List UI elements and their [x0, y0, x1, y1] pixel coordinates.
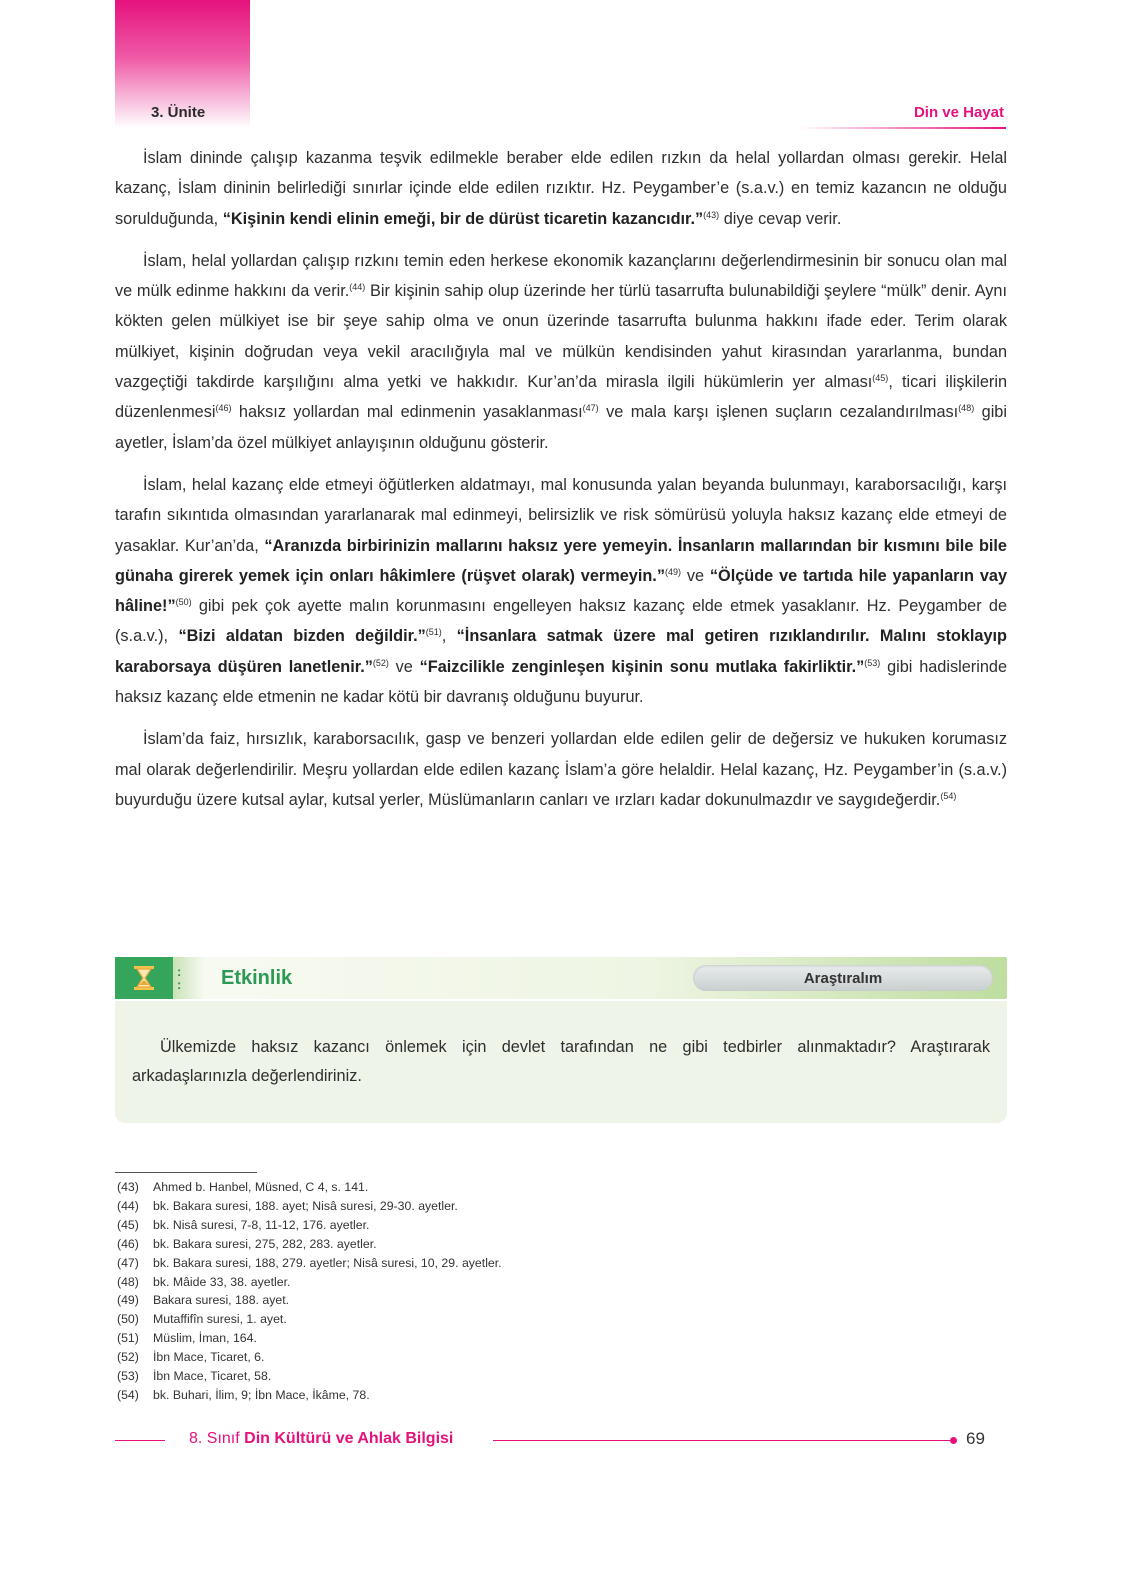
footnote [117, 1348, 817, 1367]
body-text: ve [680, 566, 710, 585]
paragraph [115, 724, 1007, 815]
quote-text: “İnsanlara satmak üzere mal getiren rızıklandırılır. Malını stoklayıp karaborsaya düşüren lanetlenir.” [115, 627, 1007, 676]
footer-rule-left [115, 1440, 165, 1441]
footnote [117, 1216, 817, 1235]
body-text: Bir kişinin sahip olup üzerinde her türlü tasarrufta bulunabildiği şeylere “mülk” denir. Aynı kökten gelen mülkiyet ise bir şeye sahip olma ve onun üzerinde tasarrufta bulunma hakkını ifade eder. Terim olarak mülkiyet, kişinin doğrudan veya vekil aracılığıyla mal ve mülkün kendisinden yahut kirasından yararlanma, bundan vazgeçtiği takdirde karşılığını alma yetki ve hakkıdır. Kur’an’da mirasla ilgili hükümlerin yer alması [115, 282, 1007, 392]
quote-text: “Bizi aldatan bizden değildir.” [178, 627, 426, 646]
footnote-number: (43) [117, 1180, 139, 1194]
body-text: İslam, helal yollardan çalışıp rızkını temin eden herkese ekonomik kazançlarını değerlendirmesinin bir sonucu olan mal ve mülk edinme hakkını da verir. [115, 251, 1007, 301]
footer-book-title [189, 1430, 453, 1448]
footnote-ref: (52) [372, 657, 389, 668]
footnote [117, 1197, 817, 1216]
footnote-ref: (48) [958, 403, 975, 414]
unit-label: 3. Ünite [151, 104, 206, 121]
footnote-ref: (46) [215, 403, 232, 414]
main-text [115, 143, 1007, 827]
footnote-ref: (45) [872, 373, 889, 384]
body-text: , [441, 627, 457, 646]
footnote-text: İbn Mace, Ticaret, 58. [153, 1369, 272, 1384]
quote-text: “Aranızda birbirinizin mallarını haksız yere yemeyin. İnsanların mallarından bir kısmını bile bile günaha girerek yemek için onları hâkimlere (rüşvet olarak) vermeyin.” [115, 536, 1007, 585]
footnote-ref: (44) [349, 282, 366, 293]
footnote [117, 1273, 817, 1292]
body-text: ve mala karşı işlenen suçların cezalandırılması [598, 403, 959, 422]
footnote [117, 1367, 817, 1386]
body-text: haksız yollardan mal edinmenin yasaklanması [231, 403, 583, 422]
footnote-text: İbn Mace, Ticaret, 6. [153, 1350, 265, 1365]
footnote-ref: (51) [425, 627, 442, 638]
quote-text: “Ölçüde ve tartıda hile yapanların vay hâline!” [115, 566, 1007, 616]
footnote-ref: (53) [864, 657, 881, 668]
footnote-text: bk. Bakara suresi, 188, 279. ayetler; Nisâ suresi, 10, 29. ayetler. [153, 1255, 502, 1270]
activity-box [115, 1001, 1007, 1123]
footnote-text: Müslim, İman, 164. [153, 1331, 257, 1346]
footnote-text: Bakara suresi, 188. ayet. [153, 1293, 290, 1308]
body-text: gibi hadislerinde haksız kazanç elde etmenin ne kadar kötü bir davranış olduğunu buyurur. [115, 657, 1007, 707]
footnote-number: (49) [117, 1293, 139, 1308]
body-text: ve [388, 657, 420, 676]
footnote [117, 1178, 817, 1197]
paragraph [115, 246, 1007, 458]
footnote-text: bk. Mâide 33, 38. ayetler. [153, 1274, 291, 1289]
footnote-text: Mutaffifîn suresi, 1. ayet. [153, 1312, 287, 1327]
footnote-ref: (43) [703, 209, 720, 220]
footnote [117, 1235, 817, 1254]
footer-book: Din Kültürü ve Ahlak Bilgisi [244, 1430, 454, 1447]
section-title: Din ve Hayat [913, 104, 1004, 121]
activity-text: Ülkemizde haksız kazancı önlemek için devlet tarafından ne gibi tedbirler alınmaktadır? Araştırarak arkadaşlarınızla değerlendiriniz. [132, 1038, 990, 1085]
footnote-number: (51) [117, 1331, 139, 1346]
paragraph [115, 143, 1007, 234]
footnote-number: (46) [117, 1236, 139, 1251]
footnote [117, 1291, 817, 1310]
body-text: gibi ayetler, İslam’da özel mülkiyet anlayışının olduğunu gösterir. [115, 403, 1007, 452]
footnotes [117, 1178, 817, 1405]
footnote [117, 1329, 817, 1348]
body-text: İslam’da faiz, hırsızlık, karaborsacılık, gasp ve benzeri yollardan elde edilen gelir de değersiz ve hukuken korumasız mal olarak değerlendirilir. Meşru yollardan elde edilen kazanç İslam’a göre helaldir. Helal kazanç, Hz. Peygamber’in (s.a.v.) buyurduğu üzere kutsal aylar, kutsal yerler, Müslümanların canları ve ırzları kadar dokunulmazdır ve saygıdeğerdir. [115, 730, 1007, 809]
footnote-number: (44) [117, 1198, 139, 1213]
hourglass-icon [115, 957, 173, 999]
section-title-underline [800, 127, 1006, 129]
body-text: İslam, helal kazanç elde etmeyi öğütlerken aldatmayı, mal konusunda yalan beyanda bulunmayı, karaborsacılığı, karşı tarafın sıkıntıda olmasından yararlanarak mal edinmeyi, belirsizlik ve risk sömürüsü yoluyla haksız kazanç elde etmeyi de yasaklar. Kur’an’da, [115, 475, 1007, 555]
footnote-number: (52) [117, 1350, 139, 1365]
footnote-text: bk. Nisâ suresi, 7-8, 11-12, 176. ayetler. [153, 1217, 370, 1232]
footnote-number: (54) [117, 1387, 139, 1402]
footer-rule-right [493, 1440, 953, 1441]
footnote-number: (48) [117, 1274, 139, 1289]
activity-title: Etkinlik [221, 967, 293, 989]
quote-text: “Kişinin kendi elinin emeği, bir de dürüst ticaretin kazancıdır.” [222, 209, 704, 228]
quote-text: “Faizcilikle zenginleşen kişinin sonu mutlaka fakirliktir.” [419, 657, 865, 676]
footnote-number: (47) [117, 1255, 139, 1270]
footnote-number: (53) [117, 1369, 139, 1384]
activity-header [115, 957, 1007, 999]
footnote-text: Ahmed b. Hanbel, Müsned, C 4, s. 141. [153, 1180, 369, 1194]
footnote-ref: (54) [940, 790, 957, 801]
footnote-number: (45) [117, 1217, 139, 1232]
page-number: 69 [966, 1429, 985, 1448]
dots-decoration: : : [177, 964, 182, 992]
footer-dot [950, 1437, 957, 1444]
footnote [117, 1386, 817, 1405]
paragraph [115, 470, 1007, 712]
body-text: , ticari ilişkilerin düzenlenmesi [115, 373, 1008, 422]
activity-tag: Araştıralım [693, 965, 993, 991]
footnote [117, 1254, 817, 1273]
footnote [117, 1310, 817, 1329]
footnote-text: bk. Buhari, İlim, 9; İbn Mace, İkâme, 78. [153, 1387, 370, 1402]
footnote-text: bk. Bakara suresi, 275, 282, 283. ayetler. [153, 1236, 377, 1251]
footer-grade: 8. Sınıf [189, 1430, 240, 1447]
footnote-ref: (50) [175, 597, 192, 608]
footnote-text: bk. Bakara suresi, 188. ayet; Nisâ suresi, 29-30. ayetler. [153, 1198, 458, 1213]
body-text: İslam dininde çalışıp kazanma teşvik edilmekle beraber elde edilen rızkın da helal yollardan olması gerekir. Helal kazanç, İslam dininin belirlediği sınırlar içinde elde edilen rızıktır. Hz. Peygamber’e (s.a.v.) en temiz kazancın ne olduğu sorulduğunda, [115, 149, 1007, 228]
footnote-number: (50) [117, 1312, 139, 1327]
footnote-ref: (49) [664, 566, 681, 577]
body-text: diye cevap verir. [719, 209, 842, 228]
footnote-divider [115, 1172, 257, 1173]
footnote-ref: (47) [582, 403, 599, 414]
body-text: gibi pek çok ayette malın korunmasını engelleyen haksız kazanç elde etmek yasaklanır. Hz. Peygamber de (s.a.v.), [115, 597, 1007, 646]
